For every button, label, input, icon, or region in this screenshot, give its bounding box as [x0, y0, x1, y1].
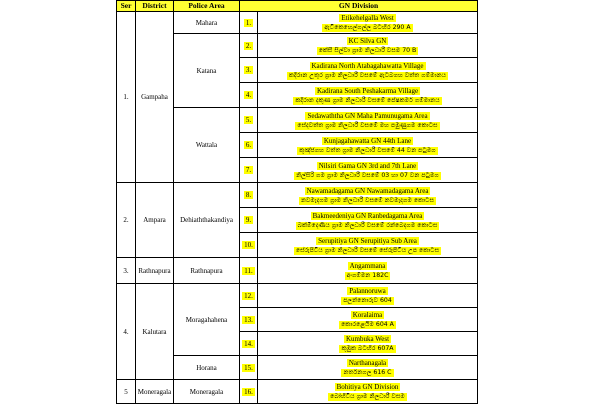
ser-cell: 4. [117, 284, 136, 380]
district-cell: Gampaha [136, 12, 174, 183]
gn-cell: Bohitiya GN Division බෝහිටිය ග්‍රාම නිලධාරී වසම [258, 380, 478, 404]
district-cell: Rathnapura [136, 258, 174, 284]
number-cell: 12. [240, 284, 258, 308]
header-row [117, 1, 478, 12]
gn-cell: Nawamadagama GN Nawamadagama Area නවමැදගම ග්‍රාම නිලධාරී වසමේ නවමැදගම කොටස [258, 183, 478, 208]
number-cell: 15. [240, 356, 258, 380]
district-cell: Kalutara [136, 284, 174, 380]
police-cell: Mahara [174, 12, 240, 34]
header-gn-division: GN Division [240, 1, 478, 12]
police-cell: Moragahahena [174, 284, 240, 356]
header-district: District [136, 1, 174, 12]
police-cell: Dehiaththakandiya [174, 183, 240, 258]
gn-cell: Kadirana South Peshakarma Village කදිරාන දකුණ ග්‍රාම නිලධාරී වසමේ පේෂකර්ම ගම්මානය [258, 83, 478, 108]
gn-cell: Kunjagahawatta GN 44th Lane කුඤ්ජගහ වත්ත ග්‍රාම නිලධාරී වසමේ 44 වන පටුමග [258, 133, 478, 158]
gn-cell: Palannoruwa පලන්නොරුව 604 [258, 284, 478, 308]
header-police-area: Police Area [174, 1, 240, 12]
gn-cell: KC Silva GN කේසී සිල්වා ග්‍රාම නිලධාරී වසම 70 B [258, 34, 478, 58]
number-cell: 13. [240, 308, 258, 332]
police-cell: Moneragala [174, 380, 240, 404]
gn-cell: Koralaima කොරළෙයිම 604 A [258, 308, 478, 332]
number-cell: 14. [240, 332, 258, 356]
number-cell: 2. [240, 34, 258, 58]
number-cell: 1. [240, 12, 258, 34]
number-cell: 6. [240, 133, 258, 158]
gn-cell: Narthanagala නර්තනගල 616 C [258, 356, 478, 380]
table-row [117, 183, 478, 208]
number-cell: 10. [240, 233, 258, 258]
number-cell: 5. [240, 108, 258, 133]
number-cell: 8. [240, 183, 258, 208]
number-cell: 16. [240, 380, 258, 404]
table-row [117, 12, 478, 34]
table-row [117, 284, 478, 308]
gn-cell: Kumbuka West කුඹුක බටහිර 607A [258, 332, 478, 356]
number-cell: 11. [240, 258, 258, 284]
police-cell: Wattala [174, 108, 240, 183]
number-cell: 7. [240, 158, 258, 183]
gn-cell: Etikehelgalla West ඇටිකෙහෙල්ගල්ල බටහිර 290 A [258, 12, 478, 34]
police-cell: Rathnapura [174, 258, 240, 284]
gn-cell: Bakmeedeniya GN Ranbedagama Area බක්මීදෙණිය ග්‍රාම නිලධාරී වසමේ රන්බෙදගම කොටස [258, 208, 478, 233]
number-cell: 9. [240, 208, 258, 233]
header-ser: Ser [117, 1, 136, 12]
ser-cell: 1. [117, 12, 136, 183]
table-row [117, 258, 478, 284]
gn-cell: Nilsiri Gama GN 3rd and 7th Lane නිල්සිරි ගම ග්‍රාම නිලධාරී වසමේ 03 හා 07 වන පටුමග [258, 158, 478, 183]
police-cell: Horana [174, 356, 240, 380]
ser-cell: 2. [117, 183, 136, 258]
gn-division-table [116, 0, 478, 404]
ser-cell: 3. [117, 258, 136, 284]
gn-cell: Angammana අංගම්මන 182C [258, 258, 478, 284]
gn-cell: Serupitiya GN Serupitiya Sub Area සේරුපිටිය ග්‍රාම නිලධාරී වසමේ සේරුපිටිය උප කොටස [258, 233, 478, 258]
number-cell: 4. [240, 83, 258, 108]
gn-cell: Kadirana North Atabagahawatta Village කදිරාන උතුර ග්‍රාම නිලධාරී වසමේ ඇටබගහ වත්ත ගම්මානය [258, 58, 478, 83]
district-cell: Ampara [136, 183, 174, 258]
number-cell: 3. [240, 58, 258, 83]
district-cell: Moneragala [136, 380, 174, 404]
police-cell: Katana [174, 34, 240, 108]
gn-cell: Sedawaththa GN Maha Pamunugama Area සේදවත්ත ග්‍රාම නිලධාරී වසමේ මහ පමුණුගම කොටස [258, 108, 478, 133]
ser-cell: 5 [117, 380, 136, 404]
